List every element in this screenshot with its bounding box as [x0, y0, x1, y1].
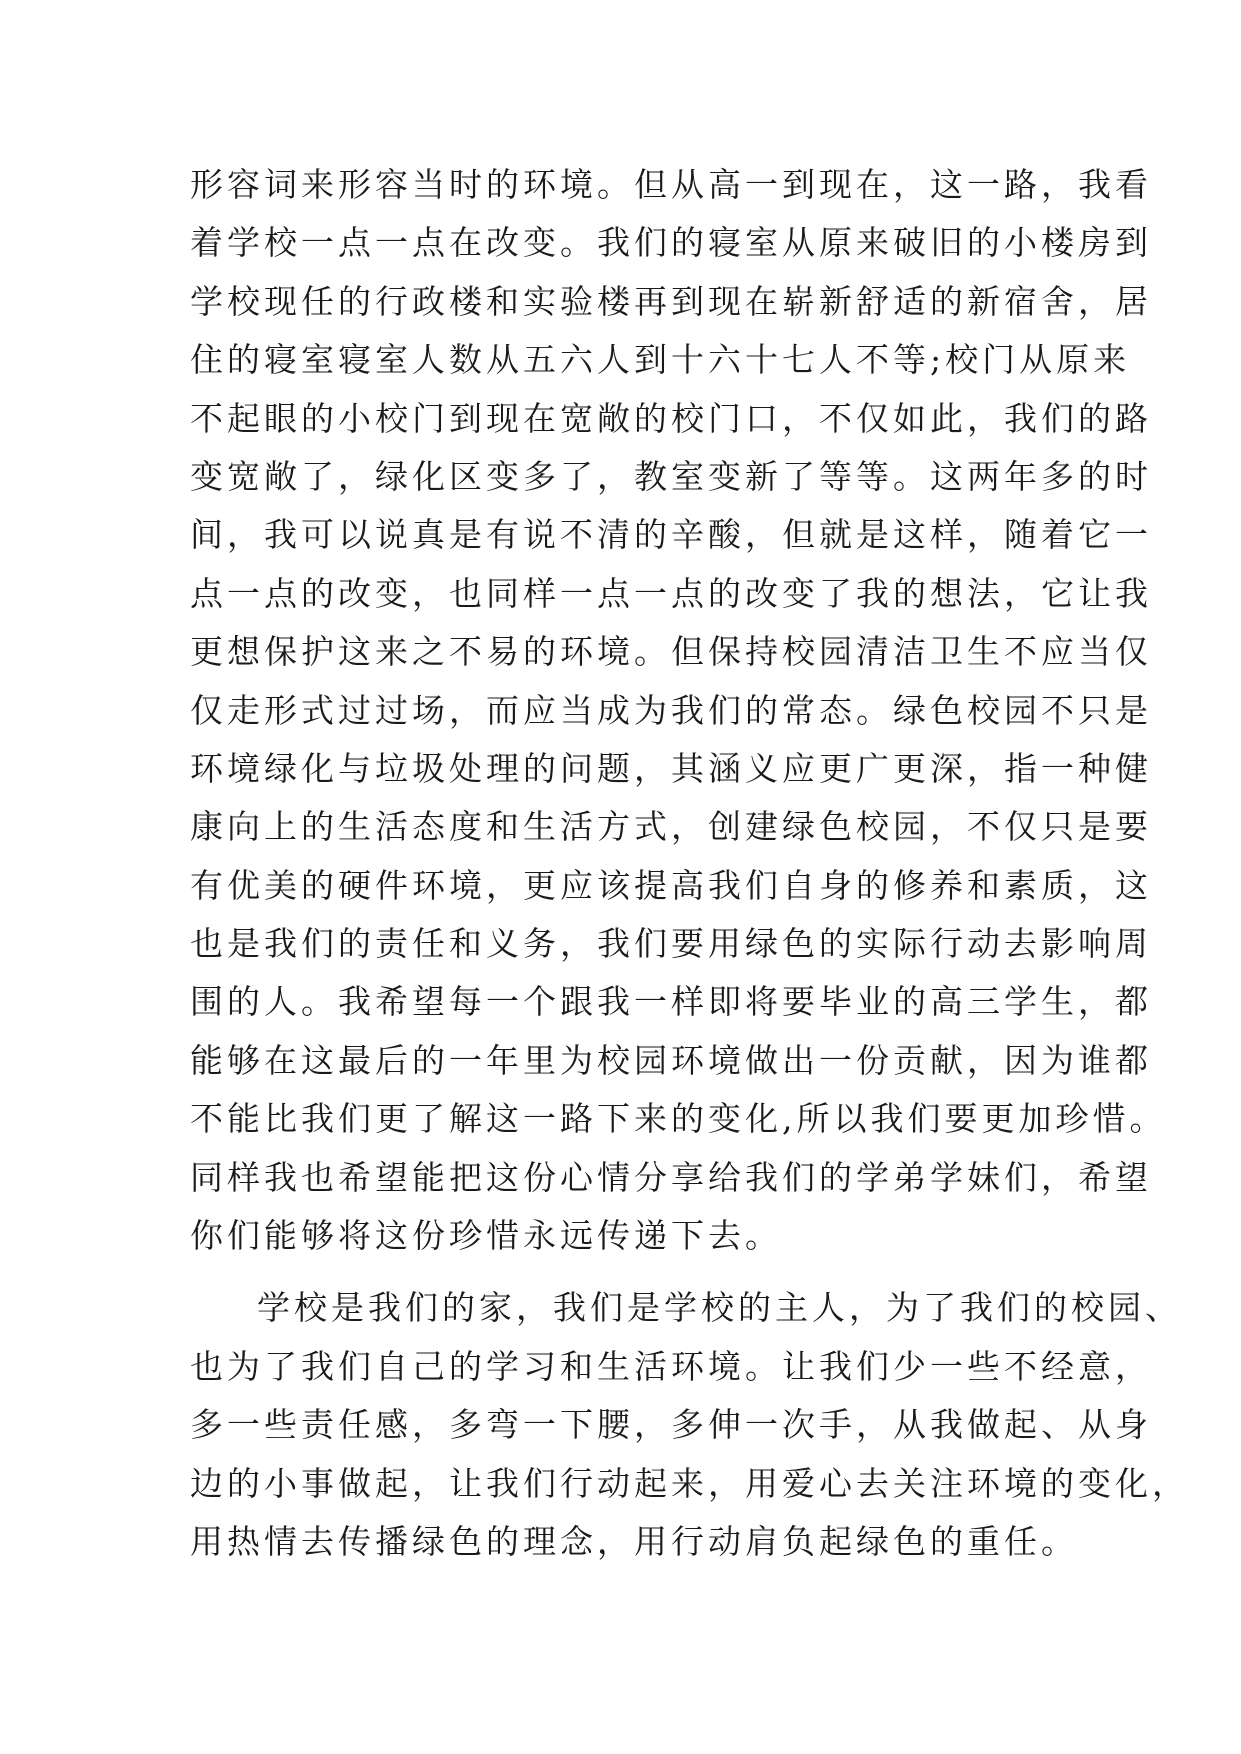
text-line: 不能比我们更了解这一路下来的变化,所以我们要更加珍惜。: [190, 1099, 1167, 1139]
text-line: 仅走形式过过场，而应当成为我们的常态。绿色校园不只是: [190, 690, 1152, 730]
text-line: 用热情去传播绿色的理念，用行动肩负起绿色的重任。: [190, 1521, 1078, 1561]
text-line: 同样我也希望能把这份心情分享给我们的学弟学妹们，希望: [190, 1157, 1152, 1197]
text-line: 边的小事做起，让我们行动起来，用爱心去关注环境的变化，: [190, 1463, 1189, 1503]
text-line: 点一点的改变，也同样一点一点的改变了我的想法，它让我: [190, 573, 1152, 613]
paragraph-spacing: [190, 1265, 1070, 1279]
paragraph-2: [190, 1279, 1189, 1571]
text-line: 能够在这最后的一年里为校园环境做出一份贡献，因为谁都: [190, 1040, 1152, 1080]
text-line: 你们能够将这份珍惜永远传递下去。: [190, 1216, 782, 1256]
text-line: 环境绿化与垃圾处理的问题，其涵义应更广更深，指一种健: [190, 748, 1152, 788]
text-line: 更想保护这来之不易的环境。但保持校园清洁卫生不应当仅: [190, 632, 1152, 672]
text-line: 间，我可以说真是有说不清的辛酸，但就是这样，随着它一: [190, 515, 1152, 555]
paragraph-1: [190, 156, 1167, 1265]
text-line: 有优美的硬件环境，更应该提高我们自身的修养和素质，这: [190, 865, 1152, 905]
text-line: 形容词来形容当时的环境。但从高一到现在，这一路，我看: [190, 165, 1152, 204]
body-text: [190, 156, 1189, 1571]
text-line: 也为了我们自己的学习和生活环境。让我们少一些不经意，: [190, 1346, 1152, 1386]
text-line: 康向上的生活态度和生活方式，创建绿色校园，不仅只是要: [190, 807, 1152, 847]
text-line: 多一些责任感，多弯一下腰，多伸一次手，从我做起、从身: [190, 1405, 1152, 1445]
text-line: 学校是我们的家，我们是学校的主人，为了我们的校园、: [257, 1288, 1182, 1328]
text-line: 学校现任的行政楼和实验楼再到现在崭新舒适的新宿舍，居: [190, 281, 1152, 321]
text-line: 也是我们的责任和义务，我们要用绿色的实际行动去影响周: [190, 924, 1152, 964]
text-line: 着学校一点一点在改变。我们的寝室从原来破旧的小楼房到: [190, 223, 1152, 263]
text-line: 不起眼的小校门到现在宽敞的校门口，不仅如此，我们的路: [190, 398, 1152, 438]
text-line: 围的人。我希望每一个跟我一样即将要毕业的高三学生，都: [190, 982, 1152, 1022]
text-line: 变宽敞了，绿化区变多了，教室变新了等等。这两年多的时: [190, 456, 1152, 496]
text-line: 住的寝室寝室人数从五六人到十六十七人不等;校门从原来: [190, 340, 1131, 380]
